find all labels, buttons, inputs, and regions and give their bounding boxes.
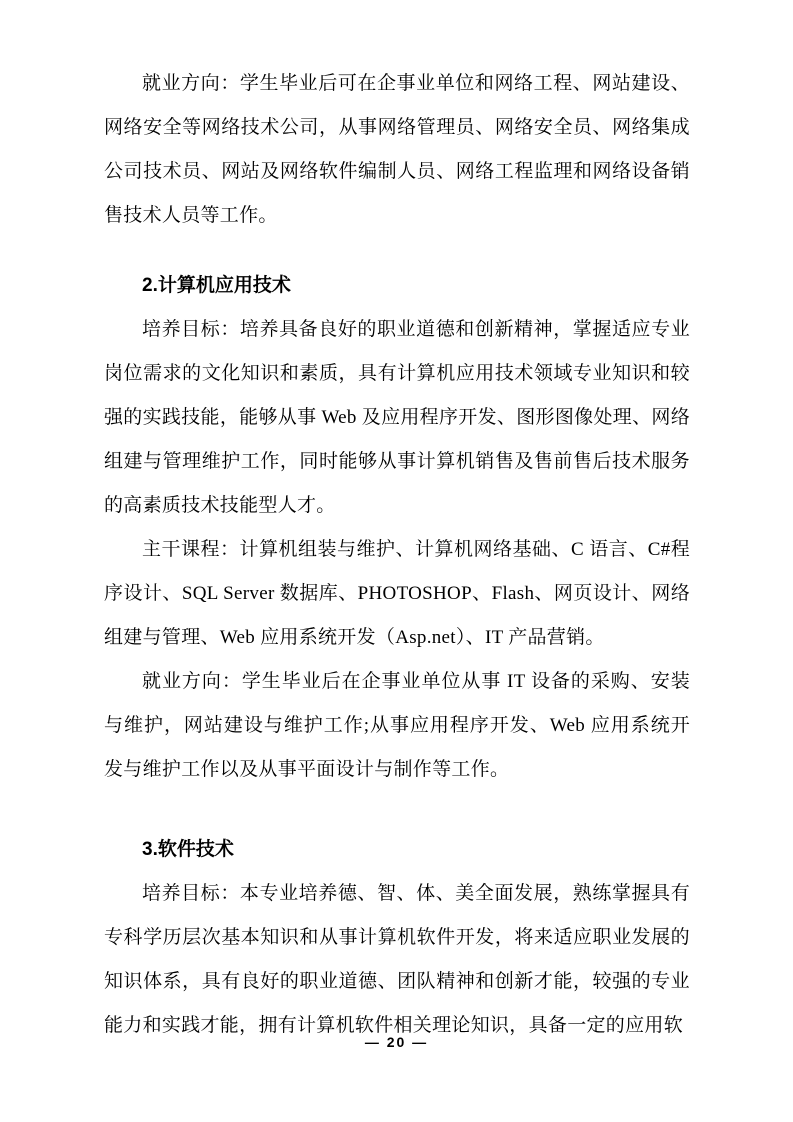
paragraph-employment-direction-network: 就业方向：学生毕业后可在企事业单位和网络工程、网站建设、网络安全等网络技术公司，从事网络管理员、网络安全员、网络集成公司技术员、网站及网络软件编制人员、网络工程监理和网络设备销售技术人员等工作。 — [104, 73, 690, 226]
paragraph-main-courses-computer-app: 主干课程：计算机组装与维护、计算机网络基础、C 语言、C#程序设计、SQL Server 数据库、PHOTOSHOP、Flash、网页设计、网络组建与管理、Web 应用系统开发（Asp.net）、IT 产品营销。 — [104, 539, 690, 648]
paragraph-training-objective-software: 培养目标：本专业培养德、智、体、美全面发展，熟练掌握具有专科学历层次基本知识和从事计算机软件开发，将来适应职业发展的知识体系，具有良好的职业道德、团队精神和创新才能，较强的专业能力和实践才能，拥有计算机软件相关理论知识，具备一定的应用软 — [104, 883, 690, 1036]
paragraph-training-objective-computer-app: 培养目标：培养具备良好的职业道德和创新精神，掌握适应专业岗位需求的文化知识和素质，具有计算机应用技术领域专业知识和较强的实践技能，能够从事 Web 及应用程序开发、图形图像处理、网络组建与管理维护工作，同时能够从事计算机销售及售前售后技术服务的高素质技术技能型人才。 — [104, 319, 690, 516]
section-heading-computer-application-tech: 2.计算机应用技术 — [142, 275, 291, 296]
page-number: — 20 — — [364, 1034, 429, 1050]
document-content — [104, 62, 690, 1048]
section-heading-software-tech: 3.软件技术 — [142, 839, 234, 860]
paragraph-employment-direction-computer-app: 就业方向：学生毕业后在企事业单位从事 IT 设备的采购、安装与维护，网站建设与维护工作;从事应用程序开发、Web 应用系统开发与维护工作以及从事平面设计与制作等工作。 — [104, 671, 690, 780]
